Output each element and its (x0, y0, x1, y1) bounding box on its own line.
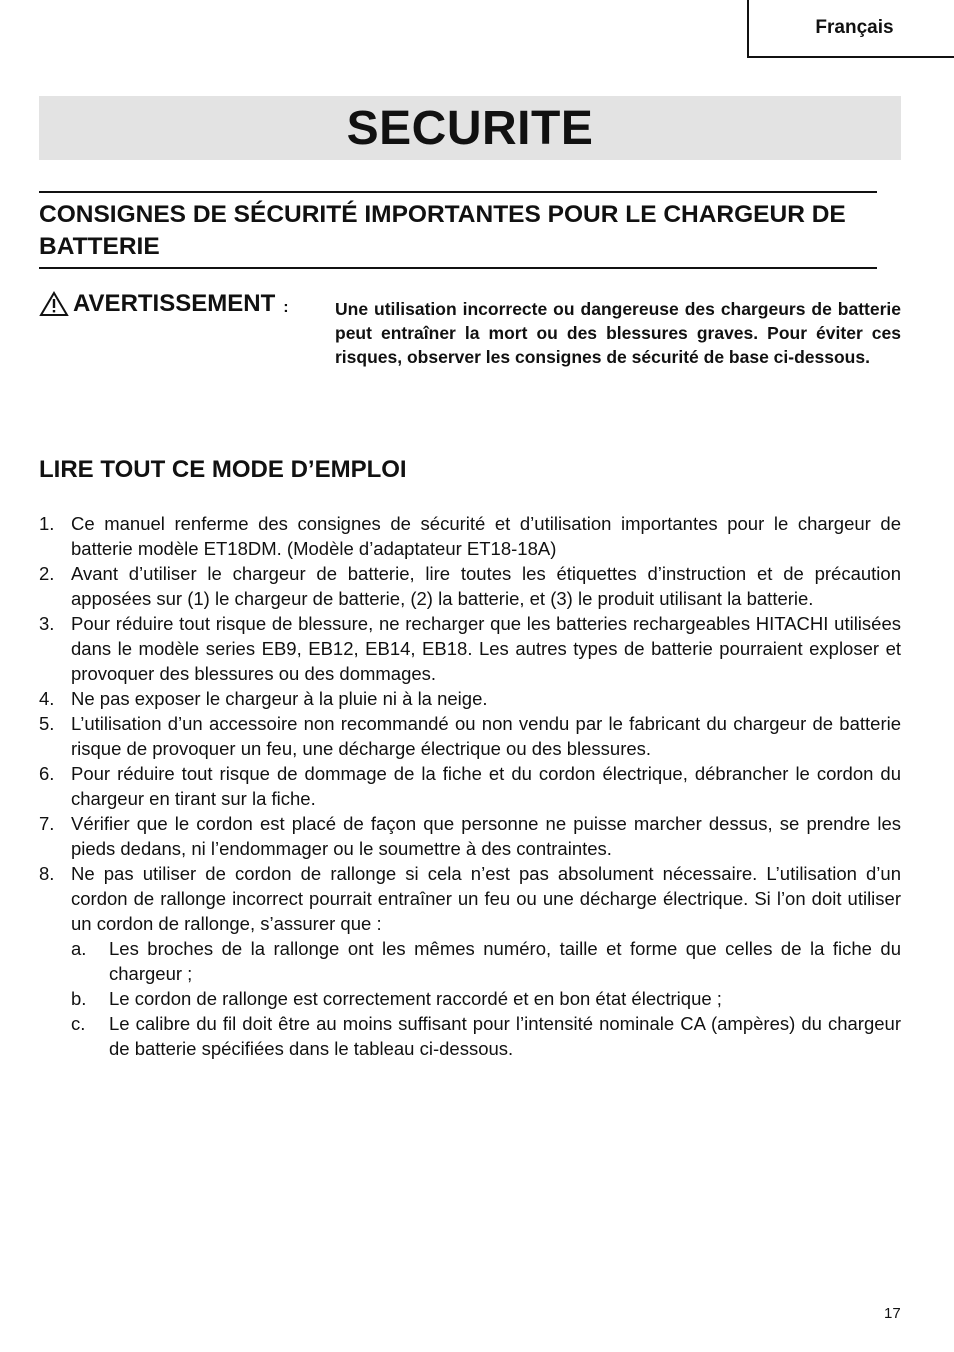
sub-list-item-text: Les broches de la rallonge ont les mêmes numéro, taille et forme que celles de la fiche du chargeur ; (109, 938, 901, 984)
instruction-list (39, 511, 901, 1061)
section-heading: CONSIGNES DE SÉCURITÉ IMPORTANTES POUR LE CHARGEUR DE BATTERIE (39, 201, 846, 260)
list-item-text: Pour réduire tout risque de blessure, ne recharger que les batteries rechargeables HITACHI utilisées dans le modèle series EB9, EB12, EB14, EB18. Les autres types de batterie pourraient exploser et provoquer des blessures ou des dommages. (71, 613, 901, 684)
list-item-text: Ne pas utiliser de cordon de rallonge si cela n’est pas absolument nécessaire. L’utilisation d’un cordon de rallonge incorrect pourrait entraîner un feu ou une décharge électrique. Si l’on doit utiliser un cordon de rallonge, s’assurer que : (71, 863, 901, 934)
sub-list-item (71, 986, 901, 1011)
list-item-text: Avant d’utiliser le chargeur de batterie, lire toutes les étiquettes d’instruction et de précaution apposées sur (1) le chargeur de batterie, (2) la batterie, et (3) le produit utilisant la batterie. (71, 563, 901, 609)
list-item (39, 861, 901, 1061)
list-item (39, 761, 901, 811)
page-number: 17 (884, 1305, 901, 1322)
list-item-number: 4. (39, 688, 55, 709)
list-item-text: Pour réduire tout risque de dommage de la fiche et du cordon électrique, débrancher le cordon du chargeur en tirant sur la fiche. (71, 763, 901, 809)
list-item-text: Ne pas exposer le chargeur à la pluie ni à la neige. (71, 688, 488, 709)
sub-list-item-text: Le calibre du fil doit être au moins suffisant pour l’intensité nominale CA (ampères) du chargeur de batterie spécifiées dans le tableau ci-dessous. (109, 1013, 901, 1059)
list-item-number: 3. (39, 613, 55, 634)
list-item-text: Vérifier que le cordon est placé de façon que personne ne puisse marcher dessus, se prendre les pieds dedans, ni l’endommager ou le soumettre à des contraintes. (71, 813, 901, 859)
section-rule-top (39, 191, 877, 193)
sub-list-item (71, 1011, 901, 1061)
warning-label (39, 290, 289, 318)
sub-list (71, 936, 901, 1061)
list-item-number: 8. (39, 863, 55, 884)
list-item-number: 2. (39, 563, 55, 584)
page-title: SECURITE (346, 101, 594, 155)
list-item-number: 6. (39, 763, 55, 784)
list-item (39, 711, 901, 761)
language-label: Français (815, 17, 894, 38)
sub-list-item-letter: a. (71, 938, 87, 959)
sub-list-item-letter: b. (71, 988, 87, 1009)
list-item-number: 5. (39, 713, 55, 734)
list-item-number: 7. (39, 813, 55, 834)
list-item (39, 811, 901, 861)
sub-list-item-text: Le cordon de rallonge est correctement raccordé et en bon état électrique ; (109, 988, 722, 1009)
sub-list-item (71, 936, 901, 986)
warning-label-text: AVERTISSEMENT (73, 290, 276, 317)
list-item (39, 561, 901, 611)
sub-list-item-letter: c. (71, 1013, 86, 1034)
title-band (39, 96, 901, 160)
language-tab (747, 0, 954, 58)
section-rule-bottom (39, 267, 877, 269)
subsection-heading: LIRE TOUT CE MODE D’EMPLOI (39, 456, 407, 483)
warning-text: Une utilisation incorrecte ou dangereuse des chargeurs de batterie peut entraîner la mort ou des blessures graves. Pour éviter ces risques, observer les consignes de sécurité de base ci-dessous. (335, 299, 901, 367)
warning-colon: : (283, 299, 289, 316)
warning-triangle-icon (39, 291, 69, 317)
list-item (39, 511, 901, 561)
list-item-text: L’utilisation d’un accessoire non recommandé ou non vendu par le fabricant du chargeur de batterie risque de provoquer un feu, une décharge électrique ou des blessures. (71, 713, 901, 759)
list-item (39, 686, 901, 711)
list-item-number: 1. (39, 513, 55, 534)
list-item-text: Ce manuel renferme des consignes de sécurité et d’utilisation importantes pour le chargeur de batterie modèle ET18DM. (Modèle d’adaptateur ET18-18A) (71, 513, 901, 559)
list-item (39, 611, 901, 686)
